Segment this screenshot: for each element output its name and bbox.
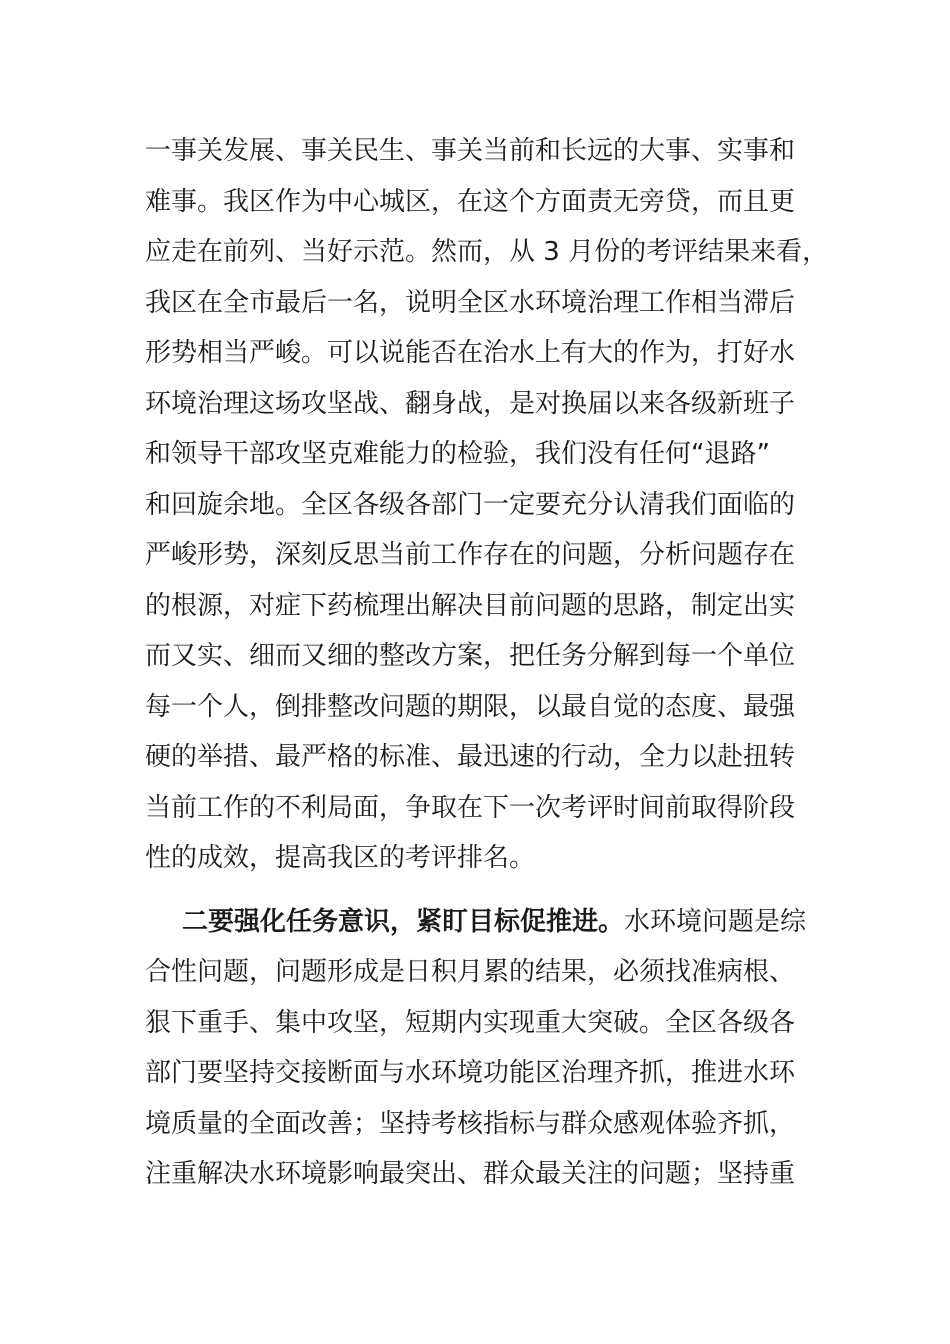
paragraph-line: 难事。我区作为中心城区，在这个方面责无旁贷，而且更 [145, 186, 796, 217]
paragraph-line: 我区在全市最后一名，说明全区水环境治理工作相当滞后 [145, 287, 796, 318]
paragraph-line: 注重解决水环境影响最突出、群众最关注的问题；坚持重 [145, 1159, 796, 1189]
paragraph-line: 环境治理这场攻坚战、翻身战，是对换届以来各级新班子 [145, 388, 796, 419]
paragraph-line: 硬的举措、最严格的标准、最迅速的行动，全力以赴扭转 [145, 742, 796, 772]
paragraph-line: 的根源，对症下药梳理出解决目前问题的思路，制定出实 [145, 590, 796, 621]
paragraph-line: 当前工作的不利局面，争取在下一次考评时间前取得阶段 [145, 792, 796, 823]
paragraph-1 [145, 126, 829, 884]
paragraph-line: 严峻形势，深刻反思当前工作存在的问题，分析问题存在 [145, 540, 796, 570]
paragraph-line: 部门要坚持交接断面与水环境功能区治理齐抓，推进水环 [145, 1058, 796, 1088]
section-heading: 二要强化任务意识，紧盯目标促推进。 [182, 906, 625, 937]
paragraph-line: 和领导干部攻坚克难能力的检验，我们没有任何“退路” [145, 439, 770, 469]
paragraph-line: 合性问题，问题形成是日积月累的结果，必须找准病根、 [145, 957, 796, 987]
paragraph-line: 每一个人，倒排整改问题的期限，以最自觉的态度、最强 [145, 691, 796, 722]
paragraph-line: 一事关发展、事关民生、事关当前和长远的大事、实事和 [145, 136, 796, 166]
paragraph-spacing [145, 884, 810, 897]
paragraph-line: 性的成效，提高我区的考评排名。 [145, 843, 536, 873]
paragraph-first-line [145, 897, 810, 948]
paragraph-line-rest: 水环境问题是综 [624, 906, 807, 937]
document-body [145, 126, 829, 1200]
paragraph-line: 境质量的全面改善；坚持考核指标与群众感观体验齐抓， [145, 1108, 796, 1139]
paragraph-line: 形势相当严峻。可以说能否在治水上有大的作为，打好水 [145, 338, 796, 368]
paragraph-line: 应走在前列、当好示范。然而，从 3 月份的考评结果来看， [145, 237, 829, 267]
paragraph-line: 而又实、细而又细的整改方案，把任务分解到每一个单位 [145, 641, 796, 671]
paragraph-line: 和回旋余地。全区各级各部门一定要充分认清我们面临的 [145, 489, 796, 520]
paragraph-2 [145, 897, 810, 1200]
paragraph-line: 狠下重手、集中攻坚，短期内实现重大突破。全区各级各 [145, 1007, 796, 1038]
